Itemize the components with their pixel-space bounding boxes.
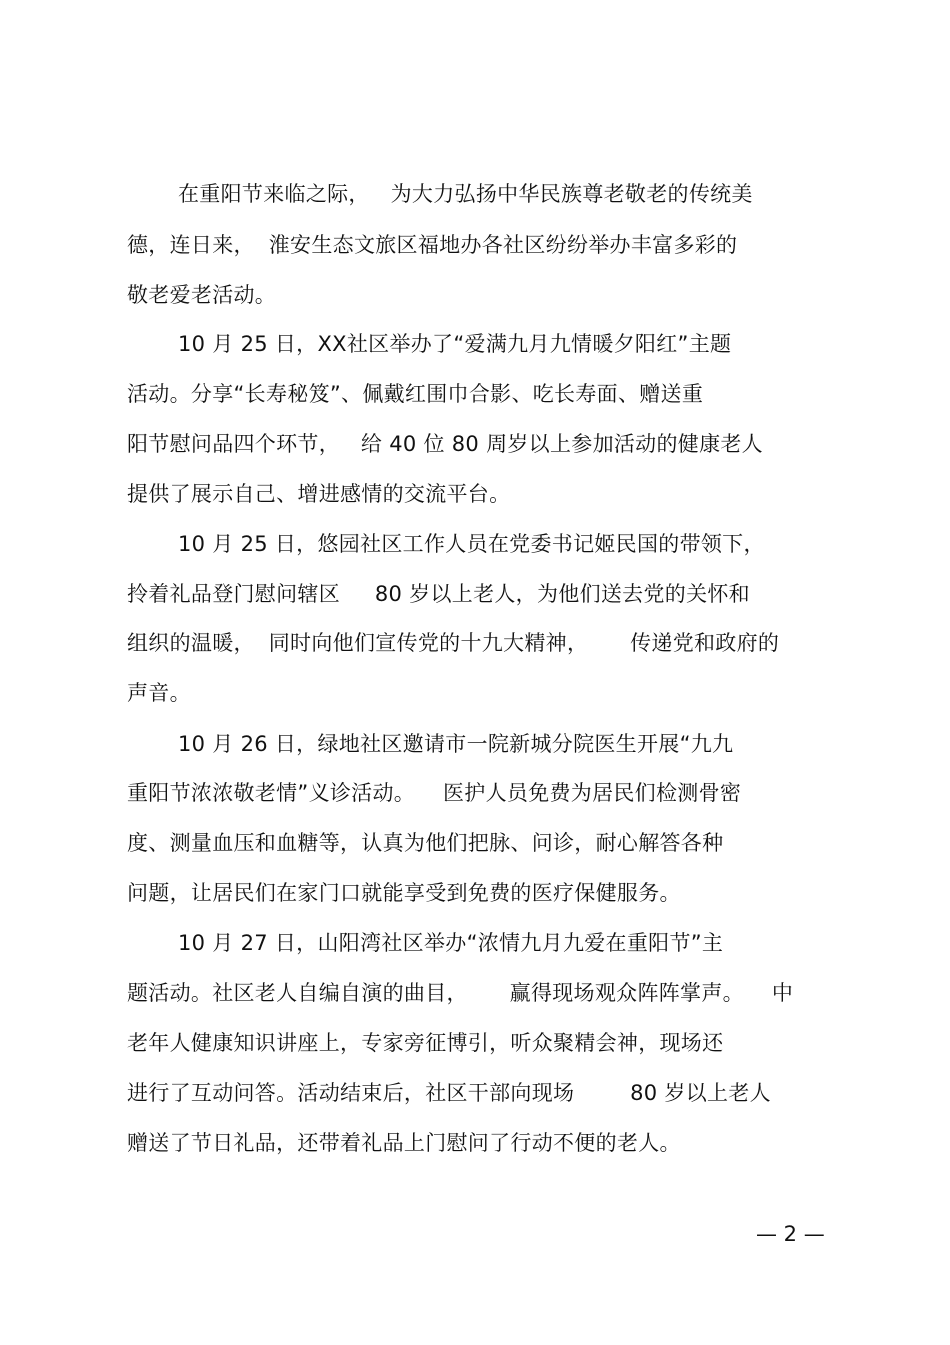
paragraph-2-line-3: 阳节慰问品四个环节， 给 40 位 80 周岁以上参加活动的健康老人	[127, 432, 763, 456]
paragraph-4-line-4: 问题，让居民们在家门口就能享受到免费的医疗保健服务。	[127, 881, 681, 905]
paragraph-4-line-1: 10 月 26 日，绿地社区邀请市一院新城分院医生开展“九九	[178, 732, 734, 756]
paragraph-3-line-1: 10 月 25 日，悠园社区工作人员在党委书记姬民国的带领下，	[178, 532, 765, 556]
paragraph-2-line-2: 活动。分享“长寿秘笈”、佩戴红围巾合影、吃长寿面、赠送重	[127, 382, 704, 406]
paragraph-3-line-4: 声音。	[127, 681, 191, 705]
paragraph-3-line-2: 拎着礼品登门慰问辖区 80 岁以上老人，为他们送去党的关怀和	[127, 582, 750, 606]
paragraph-1-line-3: 敬老爱老活动。	[127, 283, 277, 307]
paragraph-5-line-1: 10 月 27 日，山阳湾社区举办“浓情九月九爱在重阳节”主	[178, 931, 724, 955]
paragraph-5-line-5: 赠送了节日礼品，还带着礼品上门慰问了行动不便的老人。	[127, 1131, 681, 1155]
page-number: — 2 —	[756, 1222, 825, 1246]
paragraph-2-line-1: 10 月 25 日，XX社区举办了“爱满九月九情暖夕阳红”主题	[178, 332, 732, 356]
paragraph-3-line-3: 组织的温暖， 同时向他们宣传党的十九大精神， 传递党和政府的	[127, 631, 780, 655]
paragraph-5-line-3: 老年人健康知识讲座上，专家旁征博引，听众聚精会神，现场还	[127, 1031, 724, 1055]
paragraph-1-line-1: 在重阳节来临之际， 为大力弘扬中华民族尊老敬老的传统美	[178, 182, 753, 206]
paragraph-2-line-4: 提供了展示自己、增进感情的交流平台。	[127, 482, 511, 506]
paragraph-4-line-3: 度、测量血压和血糖等，认真为他们把脉、问诊，耐心解答各种	[127, 831, 724, 855]
paragraph-4-line-2: 重阳节浓浓敬老情”义诊活动。 医护人员免费为居民们检测骨密	[127, 781, 742, 805]
paragraph-1-line-2: 德，连日来， 淮安生态文旅区福地办各社区纷纷举办丰富多彩的	[127, 233, 738, 257]
paragraph-5-line-2: 题活动。社区老人自编自演的曲目， 赢得现场观众阵阵掌声。 中	[127, 981, 794, 1005]
paragraph-5-line-4: 进行了互动问答。活动结束后，社区干部向现场 80 岁以上老人	[127, 1081, 771, 1105]
